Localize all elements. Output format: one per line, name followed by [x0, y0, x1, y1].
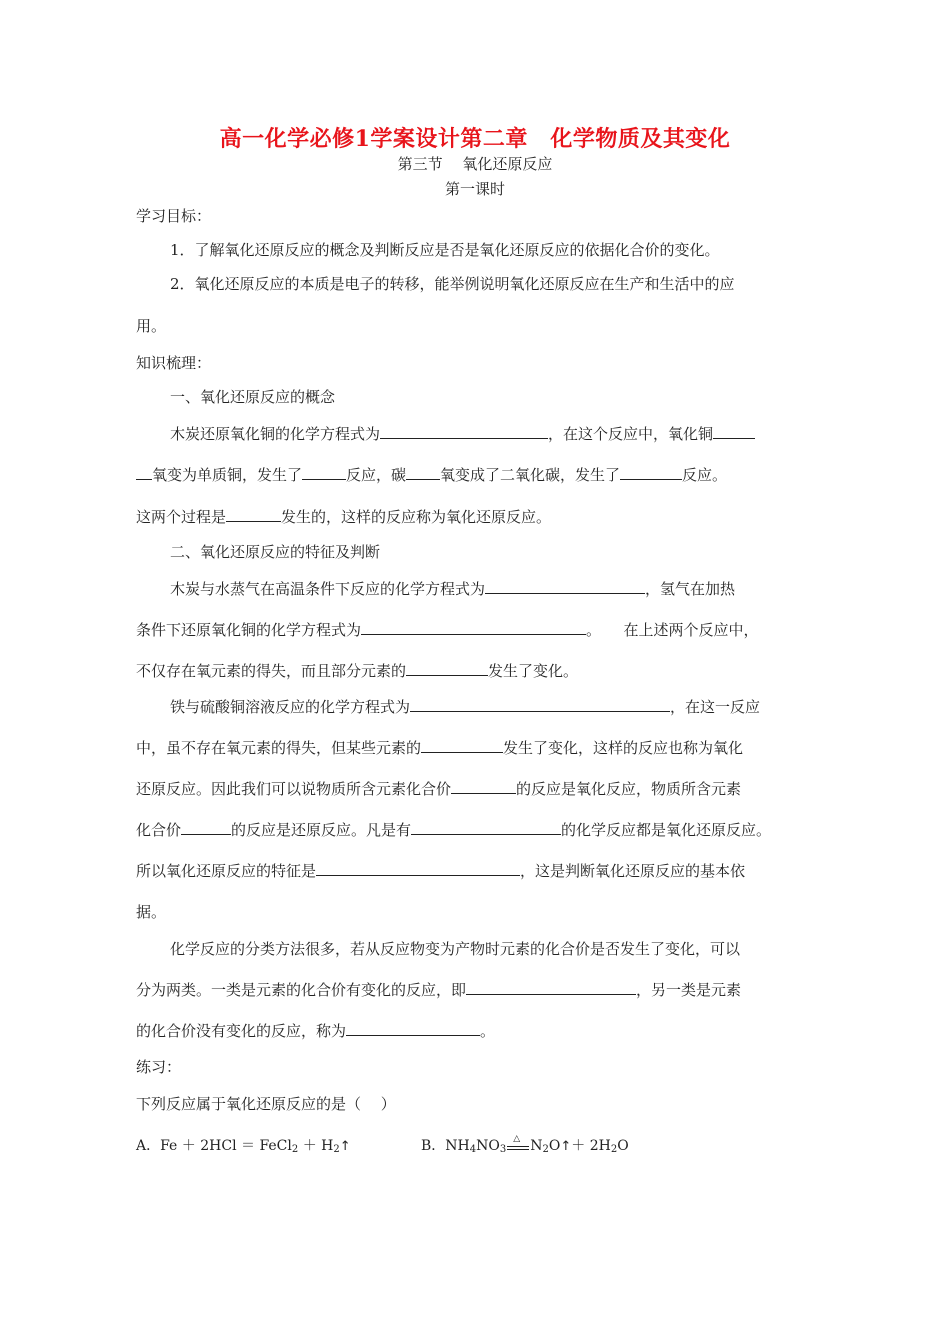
subscript: 4: [469, 1144, 477, 1155]
knowledge-heading: 知识梳理：: [136, 354, 212, 372]
subscript: 2: [542, 1144, 549, 1155]
text: 。 在上述两个反应中，: [586, 621, 759, 639]
paragraph-4-line-3: [136, 1020, 495, 1041]
text: 的反应是氧化反应，物质所含元素: [516, 780, 742, 798]
paragraph-2-line-2: [136, 619, 759, 640]
fill-blank[interactable]: [451, 778, 516, 794]
fill-blank[interactable]: [411, 819, 561, 835]
paragraph-1-line-2: [136, 464, 727, 485]
text: N: [530, 1138, 543, 1154]
paragraph-4-line-1: 化学反应的分类方法很多，若从反应物变为产物时元素的化合价是否发生了变化，可以: [170, 940, 741, 958]
equals-bar: [507, 1146, 529, 1147]
text: 化合价: [136, 821, 182, 839]
paragraph-2-line-1: [170, 578, 735, 599]
text: ＋ H: [298, 1138, 334, 1154]
section-title: 第三节 氧化还原反应: [397, 155, 553, 173]
text: 条件下还原氧化铜的化学方程式为: [136, 621, 362, 639]
fill-blank[interactable]: [380, 423, 548, 439]
paragraph-2-line-3: [136, 660, 578, 681]
text: NO: [476, 1138, 500, 1154]
fill-blank[interactable]: [406, 464, 440, 480]
subscript: 2: [610, 1144, 618, 1155]
text: 氧变成了二氧化碳，发生了: [440, 466, 621, 484]
fill-blank[interactable]: [136, 464, 152, 480]
text: 反应。: [682, 466, 728, 484]
text: 反应，碳: [346, 466, 407, 484]
text: A．Fe ＋ 2HCl ＝ FeCl: [136, 1138, 292, 1154]
subscript: 2: [333, 1144, 340, 1155]
document-title: 高一化学必修1学案设计第二章 化学物质及其变化: [219, 126, 731, 152]
fill-blank[interactable]: [316, 860, 520, 876]
text: 木炭与水蒸气在高温条件下反应的化学方程式为: [170, 580, 486, 598]
paragraph-4-line-2: [136, 979, 741, 1000]
goal-item-1: 1．了解氧化还原反应的概念及判断反应是否是氧化还原反应的依据化合价的变化。: [170, 241, 720, 259]
subscript: 3: [499, 1144, 507, 1155]
text: ＋ 2H: [571, 1138, 611, 1154]
fill-blank[interactable]: [466, 979, 636, 995]
fill-blank[interactable]: [620, 464, 682, 480]
text: 这两个过程是: [136, 508, 227, 526]
text: 发生了变化，这样的反应也称为氧化: [503, 739, 744, 757]
goals-heading: 学习目标：: [136, 207, 212, 225]
fill-blank[interactable]: [226, 506, 281, 522]
equals-bar: [507, 1149, 529, 1150]
section-1-heading: 一、氧化还原反应的概念: [170, 388, 336, 406]
text: 不仅存在氧元素的得失，而且部分元素的: [136, 662, 407, 680]
fill-blank[interactable]: [406, 660, 488, 676]
paragraph-3-line-2: [136, 737, 743, 758]
text: 的化合价没有变化的反应，称为: [136, 1022, 347, 1040]
text: ，这是判断氧化还原反应的基本依: [520, 862, 746, 880]
text: 还原反应。因此我们可以说物质所含元素化合价: [136, 780, 452, 798]
option-b[interactable]: [421, 1135, 629, 1155]
fill-blank[interactable]: [346, 1020, 480, 1036]
section-2-heading: 二、氧化还原反应的特征及判断: [170, 543, 381, 561]
text: ，在这个反应中，氧化铜: [548, 425, 714, 443]
paragraph-3-line-1: [170, 696, 760, 717]
option-a[interactable]: [136, 1135, 351, 1155]
paragraph-3-line-4: [136, 819, 771, 840]
exercise-question: 下列反应属于氧化还原反应的是（ ）: [136, 1095, 396, 1113]
text: 发生了变化。: [488, 662, 579, 680]
text: 的化学反应都是氧化还原反应。: [561, 821, 772, 839]
fill-blank[interactable]: [181, 819, 231, 835]
text: 发生的，这样的反应称为氧化还原反应。: [281, 508, 552, 526]
paragraph-3-line-5: [136, 860, 745, 881]
text: ，另一类是元素: [636, 981, 742, 999]
heat-condition-symbol: [507, 1133, 529, 1154]
text: O: [617, 1138, 629, 1154]
up-arrow-icon: ↑: [339, 1139, 351, 1154]
paragraph-1-line-3: [136, 506, 551, 527]
text: ，在这一反应: [670, 698, 761, 716]
fill-blank[interactable]: [410, 696, 670, 712]
goal-item-2: 2．氧化还原反应的本质是电子的转移，能举例说明氧化还原反应在生产和生活中的应: [170, 275, 735, 293]
paragraph-3-line-3: [136, 778, 741, 799]
fill-blank[interactable]: [302, 464, 346, 480]
fill-blank[interactable]: [421, 737, 503, 753]
heat-triangle-icon: △: [513, 1133, 521, 1144]
text: 。: [480, 1022, 496, 1040]
text: B．NH: [421, 1138, 470, 1154]
text: 中，虽不存在氧元素的得失，但某些元素的: [136, 739, 422, 757]
text: 所以氧化还原反应的特征是: [136, 862, 317, 880]
text: ，氢气在加热: [645, 580, 736, 598]
text: 铁与硫酸铜溶液反应的化学方程式为: [170, 698, 411, 716]
text: 木炭还原氧化铜的化学方程式为: [170, 425, 381, 443]
paragraph-1-line-1: [170, 423, 755, 444]
up-arrow-icon: ↑: [560, 1139, 572, 1154]
fill-blank[interactable]: [361, 619, 586, 635]
text: 氧变为单质铜，发生了: [152, 466, 303, 484]
fill-blank[interactable]: [713, 423, 755, 439]
fill-blank[interactable]: [485, 578, 645, 594]
paragraph-3-line-6: 据。: [136, 903, 167, 921]
text: 的反应是还原反应。凡是有: [231, 821, 412, 839]
subscript: 2: [291, 1144, 299, 1155]
goal-item-2-cont: 用。: [136, 317, 167, 335]
text: O: [548, 1138, 561, 1154]
lesson-title: 第一课时: [444, 180, 505, 198]
exercise-heading: 练习：: [136, 1058, 182, 1076]
text: 分为两类。一类是元素的化合价有变化的反应，即: [136, 981, 467, 999]
